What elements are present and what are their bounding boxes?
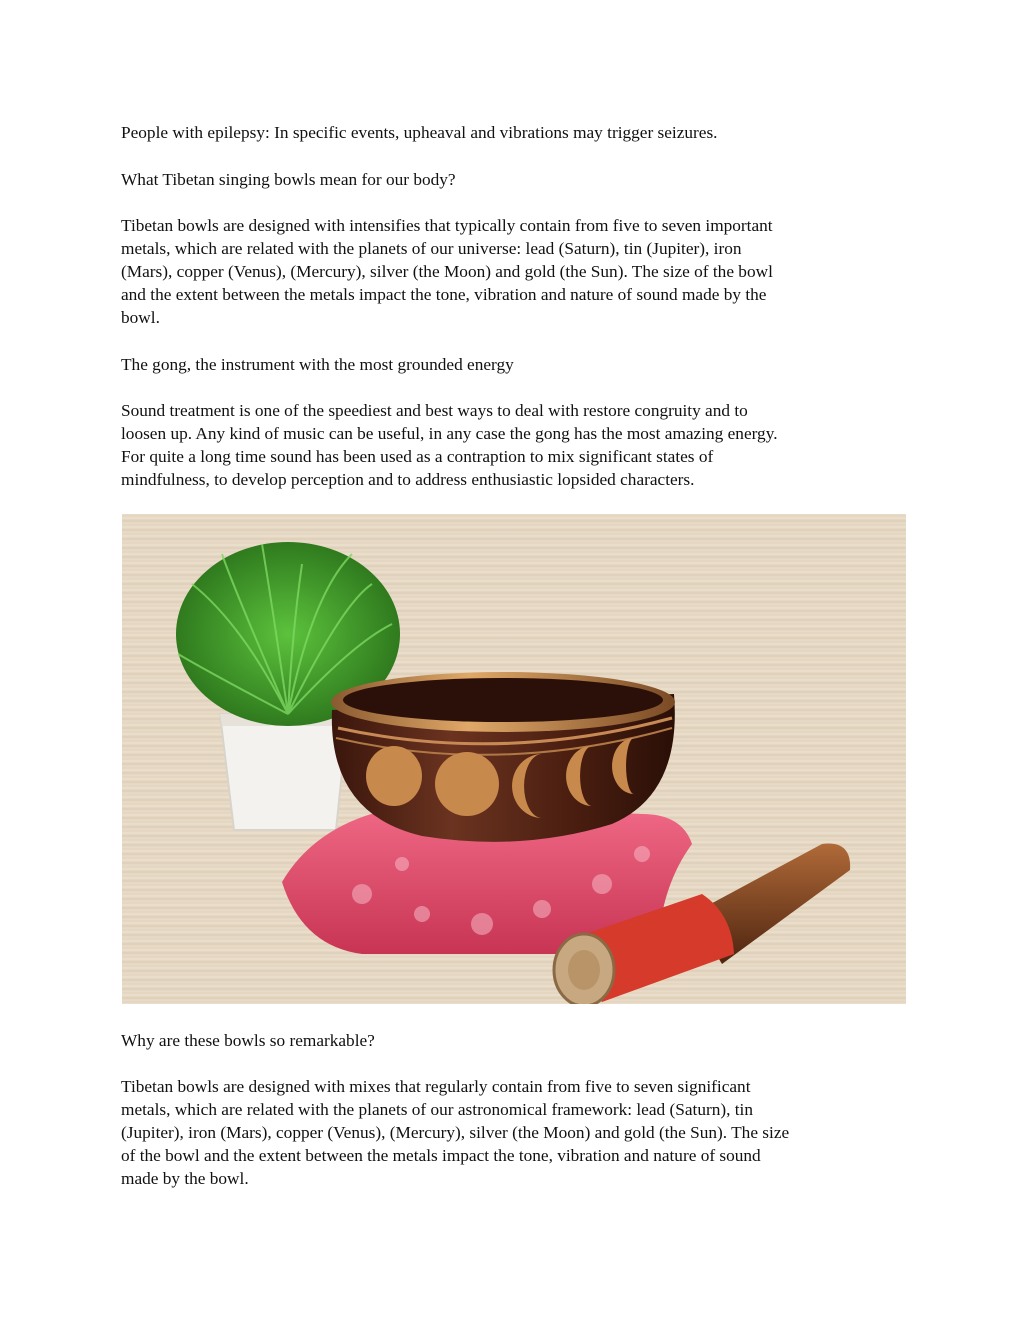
text-line: made by the bowl.: [121, 1169, 249, 1188]
text-line: Why are these bowls so remarkable?: [121, 1031, 375, 1050]
heading-why-remarkable: [121, 1029, 891, 1052]
text-line: (Mars), copper (Venus), (Mercury), silver (the Moon) and gold (the Sun). The size of the bowl: [121, 262, 773, 281]
plant-pot: [220, 714, 348, 830]
text-line: and the extent between the metals impact the tone, vibration and nature of sound made by the: [121, 285, 767, 304]
paragraph-sound-treatment: [121, 399, 891, 491]
text-line: metals, which are related with the planets of our astronomical framework: lead (Saturn), tin: [121, 1100, 753, 1119]
text-line: Sound treatment is one of the speediest and best ways to deal with restore congruity and to: [121, 401, 748, 420]
text-line: mindfulness, to develop perception and to address enthusiastic lopsided characters.: [121, 470, 695, 489]
paragraph-bowl-mixes: [121, 1075, 891, 1190]
text-line: For quite a long time sound has been used as a contraption to mix significant states of: [121, 447, 714, 466]
text-line: People with epilepsy: In specific events, upheaval and vibrations may trigger seizures.: [121, 123, 718, 142]
heading-what-bowls-mean: [121, 168, 891, 191]
text-line: What Tibetan singing bowls mean for our body?: [121, 170, 456, 189]
text-line: bowl.: [121, 308, 160, 327]
text-line: of the bowl and the extent between the metals impact the tone, vibration and nature of sound: [121, 1146, 761, 1165]
paragraph-epilepsy: [121, 121, 891, 144]
text-line: (Jupiter), iron (Mars), copper (Venus), (Mercury), silver (the Moon) and gold (the Sun). The size: [121, 1123, 790, 1142]
singing-bowl: [331, 672, 675, 842]
heading-gong: [121, 353, 891, 376]
paragraph-bowl-metals: [121, 214, 891, 329]
singing-bowl-photo: [122, 514, 906, 1004]
text-line: Tibetan bowls are designed with intensifies that typically contain from five to seven important: [121, 216, 773, 235]
text-line: The gong, the instrument with the most grounded energy: [121, 355, 514, 374]
text-line: metals, which are related with the planets of our universe: lead (Saturn), tin (Jupiter), iron: [121, 239, 742, 258]
text-line: Tibetan bowls are designed with mixes that regularly contain from five to seven significant: [121, 1077, 751, 1096]
text-line: loosen up. Any kind of music can be useful, in any case the gong has the most amazing energy.: [121, 424, 778, 443]
